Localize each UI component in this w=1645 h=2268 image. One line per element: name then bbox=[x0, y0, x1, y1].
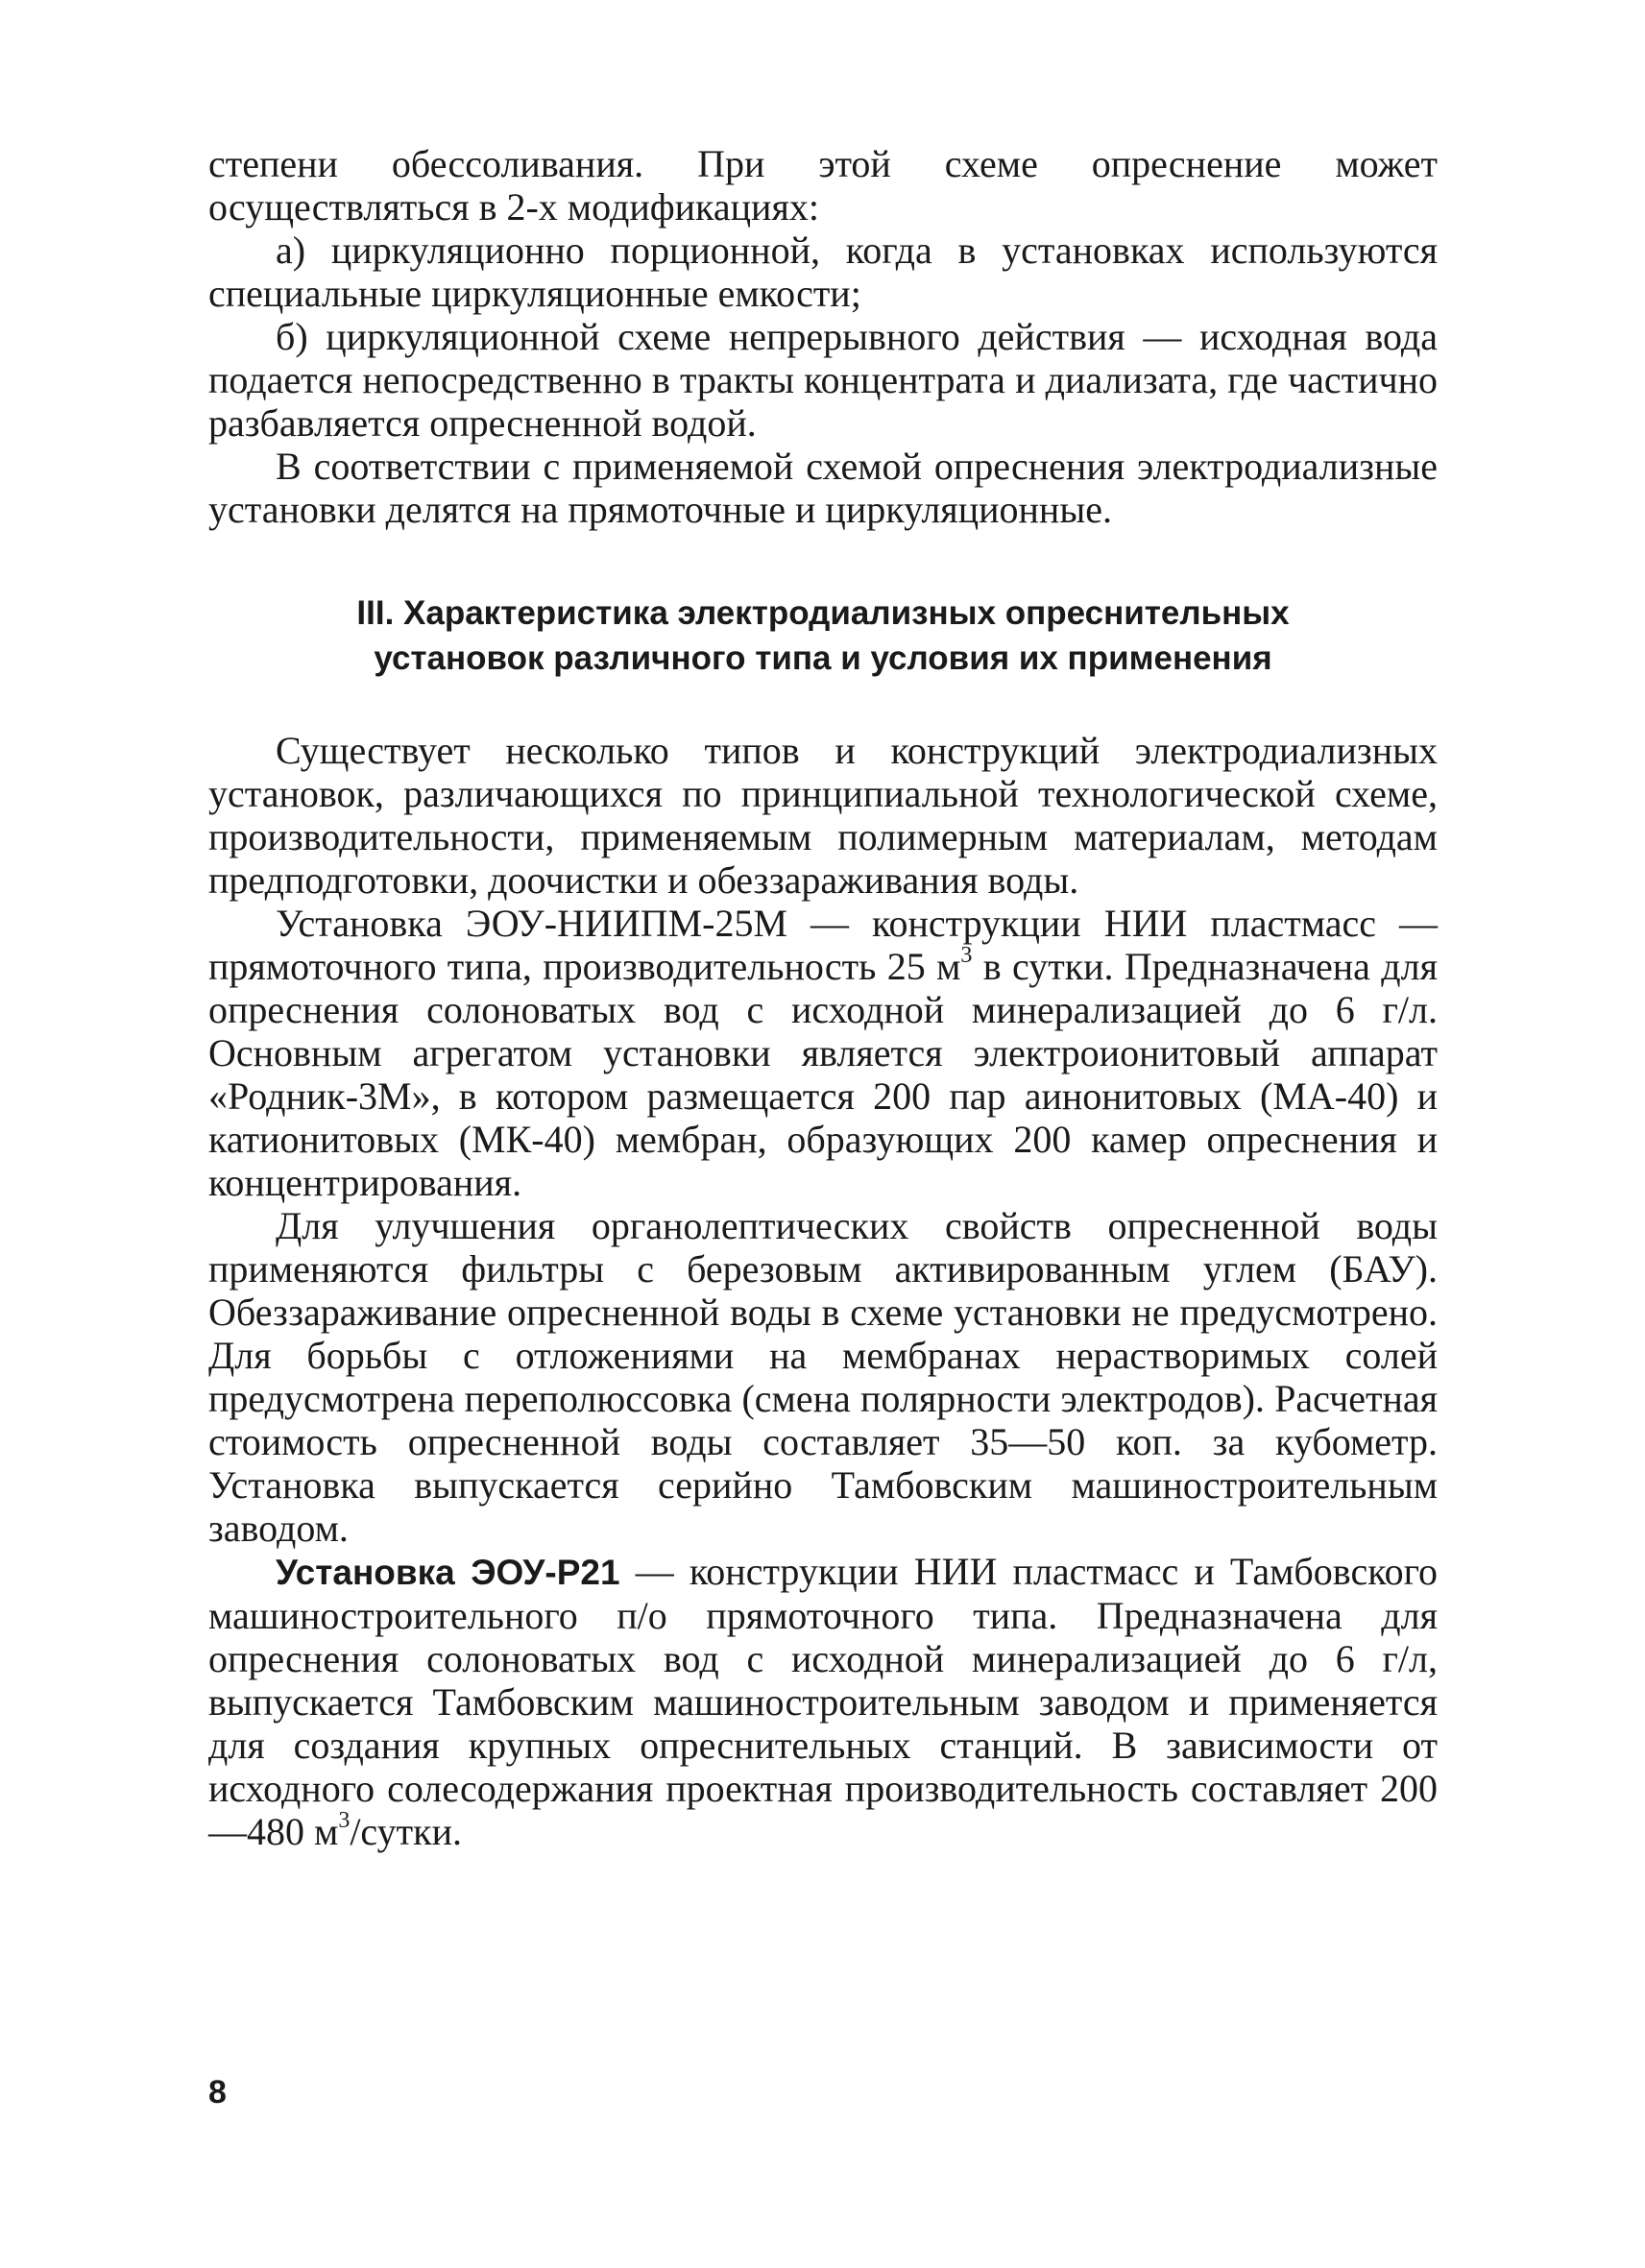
paragraph-filters: Для улучшения органолептических свойств опресненной воды применяются фильтры с березовым активированным углем (БАУ). Обеззараживание опресненной воды в схеме установки не предусмотрено. Для борьбы с отложениями на мембранах нерастворимых солей предусмотрена переполюссовка (смена полярности электродов). Расчетная стоимость опресненной воды составляет 35—50 коп. за кубометр. Установка выпускается серийно Тамбовским машиностроительным заводом. bbox=[208, 1204, 1438, 1550]
paragraph-eou-r21 bbox=[208, 1550, 1438, 1853]
superscript: 3 bbox=[960, 942, 973, 968]
section-heading-line2: установок различного типа и условия их применения bbox=[374, 639, 1272, 677]
list-item-a: а) циркуляционно порционной, когда в установках используются специальные циркуляционные емкости; bbox=[208, 229, 1438, 315]
eou-r21-title: Установка ЭОУ-Р21 bbox=[276, 1553, 620, 1592]
list-item-b: б) циркуляционной схеме непрерывного действия — исходная вода подается непосредственно в тракты концентрата и диализата, где частично разбавляется опресненной водой. bbox=[208, 315, 1438, 445]
page-number: 8 bbox=[208, 2074, 227, 2111]
section-heading bbox=[208, 591, 1438, 681]
eou-r21-text-cont: /сутки. bbox=[350, 1810, 462, 1853]
paragraph-schemes: В соответствии с применяемой схемой опреснения электродиализные установки делятся на прямоточные и циркуляционные. bbox=[208, 445, 1438, 531]
eou-niipm-text: Установка ЭОУ-НИИПМ-25М — конструкции НИИ пластмасс — прямоточного типа, производительность 25 м bbox=[208, 902, 1438, 988]
paragraph-eou-niipm bbox=[208, 902, 1438, 1204]
text-column bbox=[208, 142, 1438, 1853]
eou-r21-text: — конструкции НИИ пластмасс и Тамбовского машиностроительного п/о прямоточного типа. Предназначена для опреснения солоноватых вод с исходной минерализацией до 6 г/л, выпускается Тамбовским машиностроительным заводом и применяется для создания крупных опреснительных станций. В зависимости от исходного солесодержания проектная производительность составляет 200—480 м bbox=[208, 1550, 1439, 1853]
superscript: 3 bbox=[338, 1807, 351, 1833]
paragraph-types: Существует несколько типов и конструкций электродиализных установок, различающихся по принципиальной технологической схеме, производительности, применяемым полимерным материалам, методам предподготовки, доочистки и обеззараживания воды. bbox=[208, 729, 1438, 902]
paragraph-intro: степени обессоливания. При этой схеме опреснение может осуществляться в 2-х модификациях: bbox=[208, 142, 1438, 229]
eou-niipm-text-cont: в сутки. Предназначена для опреснения солоноватых вод с исходной минерализацией до 6 г/л. Основным агрегатом установки является электроионитовый аппарат «Родник-3М», в котором размещается 200 пар аинонитовых (МА-40) и катионитовых (МК-40) мембран, образующих 200 камер опреснения и концентрирования. bbox=[208, 945, 1438, 1204]
section-heading-line1: III. Характеристика электродиализных опреснительных bbox=[356, 594, 1290, 632]
